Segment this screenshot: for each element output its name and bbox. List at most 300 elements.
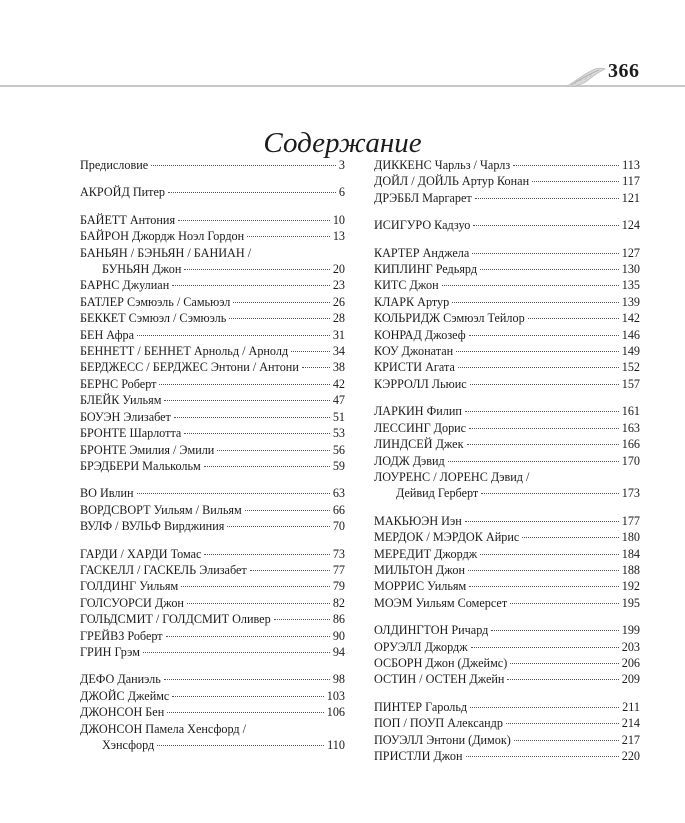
dot-leader [229, 318, 330, 319]
toc-entry-page: 124 [621, 218, 640, 233]
toc-entry-title: КИПЛИНГ Редьярд [374, 262, 478, 277]
toc-entry[interactable] [80, 392, 345, 408]
toc-entry-row [80, 595, 345, 611]
toc-entry[interactable] [374, 715, 640, 731]
toc-entry-row [374, 513, 640, 529]
toc-entry[interactable] [80, 546, 345, 562]
dot-leader [227, 526, 329, 527]
toc-entry-row [80, 546, 345, 562]
toc-entry[interactable] [80, 611, 345, 627]
toc-entry-row [80, 644, 345, 660]
dot-leader [456, 351, 619, 352]
toc-entry-title: ОСБОРН Джон (Джеймс) [374, 655, 508, 670]
toc-entry-row [80, 611, 345, 627]
toc-entry-title: МОЭМ Уильям Сомерсет [374, 595, 508, 610]
toc-entry-title: ЛАРКИН Филип [374, 404, 462, 419]
toc-entry-page: 209 [621, 672, 640, 687]
toc-entry-title: БОУЭН Элизабет [80, 409, 171, 424]
toc-entry[interactable] [374, 310, 640, 326]
toc-entry-title: ИСИГУРО Кадзуо [374, 218, 471, 233]
toc-entry-page: 211 [622, 699, 640, 714]
toc-entry-page: 177 [621, 513, 640, 528]
toc-entry-title: ГОЛДИНГ Уильям [80, 579, 179, 594]
toc-entry-row [80, 228, 345, 244]
dot-leader [164, 400, 329, 401]
toc-entry[interactable] [374, 420, 640, 436]
dot-leader [174, 417, 330, 418]
toc-entry[interactable] [80, 277, 345, 293]
toc-entry-row [374, 277, 640, 293]
toc-entry[interactable] [80, 228, 345, 244]
toc-entry-row [374, 343, 640, 359]
dot-leader [510, 603, 619, 604]
toc-entry[interactable] [374, 277, 640, 293]
toc-entry-page: 6 [338, 185, 345, 200]
toc-entry[interactable] [374, 655, 640, 671]
toc-entry[interactable] [80, 688, 345, 704]
dot-leader [217, 450, 329, 451]
toc-entry-row [80, 578, 345, 594]
toc-entry[interactable] [374, 562, 640, 578]
toc-entry-title: ДЕФО Даниэль [80, 672, 161, 687]
toc-entry[interactable] [374, 622, 640, 638]
toc-entry[interactable] [80, 704, 345, 720]
toc-entry[interactable] [80, 671, 345, 687]
toc-entry-title: ВО Ивлин [80, 486, 134, 501]
toc-entry[interactable] [80, 458, 345, 474]
toc-entry-row [374, 403, 640, 419]
toc-entry-row [80, 704, 345, 720]
toc-entry-page: 86 [332, 612, 345, 627]
toc-entry-title: МЕРЕДИТ Джордж [374, 546, 478, 561]
toc-entry[interactable] [80, 518, 345, 534]
dot-leader [233, 302, 330, 303]
dot-leader [172, 285, 330, 286]
toc-entry-row [374, 294, 640, 310]
toc-entry[interactable] [80, 485, 345, 501]
toc-entry-title: ДЖОНСОН Памела Хенсфорд / [80, 721, 247, 736]
toc-entry[interactable] [80, 578, 345, 594]
toc-entry-page: 103 [326, 688, 345, 703]
toc-entry-page: 70 [332, 519, 345, 534]
toc-entry-page: 127 [621, 245, 640, 260]
toc-entry-row [80, 442, 345, 458]
toc-entry-title: МЕРДОК / МЭРДОК Айрис [374, 530, 520, 545]
toc-entry-row [374, 655, 640, 671]
toc-entry-row [374, 436, 640, 452]
toc-entry-title: ГРИН Грэм [80, 644, 140, 659]
toc-entry-title: ЛОДЖ Дэвид [374, 453, 445, 468]
toc-entry-title: ВУЛФ / ВУЛЬФ Вирджиния [80, 519, 225, 534]
toc-entry-row [374, 578, 640, 594]
toc-entry-page: 20 [332, 262, 345, 277]
toc-entry-page: 173 [621, 486, 640, 501]
toc-entry[interactable] [80, 409, 345, 425]
toc-entry-row [374, 245, 640, 261]
toc-entry-page: 163 [621, 420, 640, 435]
toc-entry-row [80, 261, 345, 277]
toc-entry-title: ДЖОНСОН Бен [80, 705, 165, 720]
toc-column-left [80, 157, 345, 764]
dot-leader [181, 586, 330, 587]
toc-entry[interactable] [80, 628, 345, 644]
toc-entry-title: ПИНТЕР Гарольд [374, 699, 468, 714]
toc-entry-page: 130 [621, 262, 640, 277]
toc-entry-page: 42 [332, 376, 345, 391]
toc-entry-page: 135 [621, 278, 640, 293]
toc-entry[interactable] [374, 595, 640, 611]
toc-section [374, 513, 640, 611]
toc-entry-row [80, 688, 345, 704]
toc-entry[interactable] [374, 294, 640, 310]
dot-leader [452, 302, 618, 303]
toc-entry[interactable] [374, 513, 640, 529]
toc-section [374, 699, 640, 765]
toc-entry-title: МИЛЬТОН Джон [374, 562, 465, 577]
toc-entry-title: ГАРДИ / ХАРДИ Томас [80, 546, 202, 561]
toc-entry-title: ОЛДИНГТОН Ричард [374, 623, 489, 638]
dot-leader [137, 335, 330, 336]
dot-leader [465, 411, 619, 412]
toc-entry-row [374, 699, 640, 715]
dot-leader [274, 619, 330, 620]
toc-entry-title: ДРЭББЛ Маргарет [374, 190, 472, 205]
dot-leader [513, 165, 619, 166]
toc-entry[interactable] [80, 502, 345, 518]
toc-entry-row [374, 748, 640, 764]
toc-entry-title: ДЖОЙС Джеймс [80, 688, 170, 703]
dot-leader [514, 740, 619, 741]
toc-entry[interactable] [80, 644, 345, 660]
toc-entry-title: КЛАРК Артур [374, 294, 450, 309]
dot-leader [159, 384, 329, 385]
toc-entry-page: 23 [332, 278, 345, 293]
toc-entry-row [374, 622, 640, 638]
dot-leader [469, 586, 619, 587]
dot-leader [481, 493, 618, 494]
toc-entry[interactable] [374, 436, 640, 452]
toc-entry-title: КОУ Джонатан [374, 344, 454, 359]
toc-entry-page: 166 [621, 437, 640, 452]
dot-leader [302, 367, 330, 368]
toc-section [80, 546, 345, 661]
toc-entry-page: 73 [332, 546, 345, 561]
toc-entry[interactable] [374, 217, 640, 233]
toc-entry[interactable] [374, 453, 640, 469]
dot-leader [184, 433, 329, 434]
toc-entry-title: БЕННЕТТ / БЕННЕТ Арнольд / Арнолд [80, 344, 289, 359]
toc-entry-row [374, 261, 640, 277]
toc-entry[interactable] [80, 294, 345, 310]
toc-entry-title: БАРНС Джулиан [80, 278, 170, 293]
toc-entry-page: 188 [621, 562, 640, 577]
dot-leader [184, 269, 329, 270]
toc-entry-title-continued: БУНЬЯН Джон [102, 262, 182, 277]
toc-entry-row [80, 157, 345, 173]
toc-entry-row [374, 639, 640, 655]
toc-entry[interactable] [374, 469, 640, 502]
dot-leader [466, 756, 619, 757]
page-number: 366 [608, 60, 640, 82]
toc-entry-page: 152 [621, 360, 640, 375]
toc-entry-title: БАЙРОН Джордж Ноэл Гордон [80, 229, 245, 244]
toc-entry-title: ЛЕССИНГ Дорис [374, 420, 467, 435]
toc-entry-title: ГРЕЙВЗ Роберт [80, 628, 163, 643]
toc-entry-title: БЕРНС Роберт [80, 376, 157, 391]
toc-section [374, 217, 640, 233]
toc-entry-row [80, 671, 345, 687]
toc-entry-page: 38 [332, 360, 345, 375]
toc-entry-page: 53 [332, 426, 345, 441]
toc-entry-title: БРОНТЕ Эмилия / Эмили [80, 442, 215, 457]
toc-entry[interactable] [374, 403, 640, 419]
toc-entry-row [374, 453, 640, 469]
toc-entry-row [80, 628, 345, 644]
toc-entry[interactable] [80, 595, 345, 611]
dot-leader [166, 636, 330, 637]
toc-entry[interactable] [374, 732, 640, 748]
toc-entry-row [80, 485, 345, 501]
toc-entry[interactable] [80, 327, 345, 343]
toc-entry-title: КОЛЬРИДЖ Сэмюэл Тейлор [374, 311, 525, 326]
toc-entry-title: БЕН Афра [80, 327, 135, 342]
toc-section [80, 485, 345, 534]
dot-leader [470, 707, 619, 708]
toc-section [80, 184, 345, 200]
toc-entry-title: МОРРИС Уильям [374, 579, 467, 594]
toc-entry[interactable] [374, 546, 640, 562]
toc-entry-page: 31 [332, 327, 345, 342]
toc-entry[interactable] [80, 721, 345, 754]
toc-entry[interactable] [374, 190, 640, 206]
toc-entry[interactable] [80, 343, 345, 359]
toc-entry-row [80, 310, 345, 326]
toc-entry[interactable] [80, 376, 345, 392]
toc-entry[interactable] [80, 310, 345, 326]
dot-leader [473, 225, 618, 226]
toc-entry-row [80, 212, 345, 228]
dot-leader [167, 712, 323, 713]
toc-entry[interactable] [80, 562, 345, 578]
toc-entry-page: 149 [621, 344, 640, 359]
toc-entry-row [374, 671, 640, 687]
toc-section [374, 622, 640, 688]
toc-entry-row [80, 518, 345, 534]
dot-leader [245, 510, 330, 511]
toc-entry-page: 161 [621, 404, 640, 419]
toc-entry-row [374, 595, 640, 611]
toc-entry[interactable] [374, 173, 640, 189]
toc-entry-title: БАНЬЯН / БЭНЬЯН / БАНИАН / [80, 245, 252, 260]
toc-entry[interactable] [374, 529, 640, 545]
toc-column-right [374, 157, 640, 775]
dot-leader [178, 220, 330, 221]
toc-entry[interactable] [80, 425, 345, 441]
toc-entry[interactable] [374, 748, 640, 764]
toc-entry-row [80, 184, 345, 200]
toc-entry-row [374, 715, 640, 731]
dot-leader [458, 367, 619, 368]
dot-leader [469, 428, 619, 429]
toc-entry-row [80, 327, 345, 343]
toc-entry[interactable] [374, 671, 640, 687]
toc-entry-row [80, 343, 345, 359]
dot-leader [247, 236, 330, 237]
dot-leader [204, 466, 330, 467]
toc-entry-title: ДОЙЛ / ДОЙЛЬ Артур Конан [374, 174, 530, 189]
toc-entry-page: 63 [332, 486, 345, 501]
toc-entry-page: 113 [622, 158, 640, 172]
toc-section [80, 157, 345, 173]
dot-leader [151, 165, 336, 166]
toc-entry-page: 146 [621, 327, 640, 342]
dot-leader [522, 537, 618, 538]
toc-section [80, 212, 345, 475]
page-title: Содержание [263, 127, 422, 160]
toc-entry-row [374, 310, 640, 326]
dot-leader [507, 679, 618, 680]
dot-leader [506, 723, 619, 724]
toc-entry-row [374, 173, 640, 189]
toc-entry-page: 106 [326, 705, 345, 720]
toc-entry-page: 192 [621, 579, 640, 594]
toc-entry[interactable] [374, 343, 640, 359]
toc-entry-row [374, 376, 640, 392]
dot-leader [480, 554, 619, 555]
dot-leader [532, 181, 619, 182]
toc-entry-title: КЭРРОЛЛ Льюис [374, 376, 467, 391]
toc-entry-title: Предисловие [80, 158, 149, 172]
toc-entry-title: АКРОЙД Питер [80, 185, 165, 200]
toc-entry-row [374, 157, 640, 173]
toc-entry-row [80, 425, 345, 441]
toc-entry[interactable] [80, 184, 345, 200]
toc-entry-title: КАРТЕР Анджела [374, 245, 470, 260]
toc-entry[interactable] [374, 261, 640, 277]
toc-entry-row [374, 732, 640, 748]
toc-entry[interactable] [80, 245, 345, 278]
dot-leader [137, 493, 330, 494]
toc-entry-page: 157 [621, 376, 640, 391]
toc-entry[interactable] [80, 442, 345, 458]
toc-entry-page: 77 [332, 562, 345, 577]
toc-entry-row [80, 359, 345, 375]
toc-entry-title: КИТС Джон [374, 278, 439, 293]
toc-entry-page: 117 [622, 174, 640, 189]
toc-entry-page: 26 [332, 294, 345, 309]
toc-entry-title: ГОЛЬДСМИТ / ГОЛДСМИТ Оливер [80, 612, 271, 627]
toc-entry-title: ОРУЭЛЛ Джордж [374, 639, 468, 654]
toc-entry-row [80, 562, 345, 578]
toc-entry-title: ЛИНДСЕЙ Джек [374, 437, 464, 452]
toc-entry-title: ГАСКЕЛЛ / ГАСКЕЛЬ Элизабет [80, 562, 247, 577]
dot-leader [448, 461, 619, 462]
toc-entry[interactable] [80, 157, 345, 173]
dot-leader [172, 696, 323, 697]
toc-entry-row [80, 294, 345, 310]
toc-entry[interactable] [374, 327, 640, 343]
toc-entry-page: 180 [621, 530, 640, 545]
dot-leader [475, 198, 619, 199]
dot-leader [467, 444, 619, 445]
toc-entry-page: 3 [338, 158, 345, 172]
toc-entry-title: БЛЕЙК Уильям [80, 393, 162, 408]
toc-entry-page: 121 [621, 190, 640, 205]
toc-entry[interactable] [374, 245, 640, 261]
toc-entry-title: ДИККЕНС Чарльз / Чарлз [374, 158, 511, 172]
toc-entry-page: 184 [621, 546, 640, 561]
toc-entry-row [80, 458, 345, 474]
quill-ornament-icon [565, 66, 607, 90]
toc-entry-title: КОНРАД Джозеф [374, 327, 466, 342]
toc-entry[interactable] [374, 359, 640, 375]
toc-entry-row [374, 529, 640, 545]
toc-section [374, 403, 640, 501]
toc-entry-title: БЕККЕТ Сэмюэл / Сэмюэль [80, 311, 227, 326]
dot-leader [528, 318, 619, 319]
toc-entry-title: БАЙЕТТ Антония [80, 212, 176, 227]
toc-entry-page: 139 [621, 294, 640, 309]
dot-leader [470, 384, 619, 385]
toc-entry-page: 220 [621, 749, 640, 763]
toc-entry-page: 34 [332, 344, 345, 359]
toc-entry-title: ВОРДСВОРТ Уильям / Вильям [80, 502, 242, 517]
toc-entry-title-continued: Дейвид Герберт [396, 486, 479, 501]
toc-section [374, 157, 640, 206]
toc-entry-row [80, 376, 345, 392]
toc-entry-page: 13 [332, 229, 345, 244]
dot-leader [157, 745, 324, 746]
dot-leader [250, 570, 330, 571]
toc-entry-title-continued: Хэнсфорд [102, 738, 155, 752]
toc-entry[interactable] [374, 376, 640, 392]
toc-entry-row [80, 502, 345, 518]
toc-entry-row [374, 420, 640, 436]
dot-leader [491, 630, 618, 631]
toc-entry-title: МАКЬЮЭН Иэн [374, 513, 462, 528]
toc-section [80, 671, 345, 753]
toc-entry[interactable] [80, 359, 345, 375]
toc-entry-page: 206 [621, 655, 640, 670]
toc-entry[interactable] [80, 212, 345, 228]
toc-entry-title: ПОП / ПОУП Александр [374, 716, 503, 731]
toc-entry[interactable] [374, 639, 640, 655]
dot-leader [442, 285, 619, 286]
toc-entry[interactable] [374, 157, 640, 173]
toc-entry-row [374, 562, 640, 578]
toc-entry-page: 214 [621, 716, 640, 731]
toc-entry-page: 56 [332, 442, 345, 457]
dot-leader [480, 269, 619, 270]
toc-entry-page: 199 [621, 623, 640, 638]
toc-entry-title: ПОУЭЛЛ Энтони (Димок) [374, 732, 511, 747]
dot-leader [465, 521, 619, 522]
toc-entry[interactable] [374, 578, 640, 594]
toc-entry-page: 10 [332, 212, 345, 227]
toc-entry-row [374, 546, 640, 562]
toc-entry-page: 51 [332, 409, 345, 424]
toc-entry-page: 82 [332, 595, 345, 610]
toc-entry-title: КРИСТИ Агата [374, 360, 455, 375]
toc-entry[interactable] [374, 699, 640, 715]
toc-section [374, 245, 640, 393]
toc-entry-row [80, 392, 345, 408]
toc-entry-page: 79 [332, 579, 345, 594]
toc-entry-page: 98 [332, 672, 345, 687]
toc-entry-title: ГОЛСУОРСИ Джон [80, 595, 184, 610]
toc-entry-page: 203 [621, 639, 640, 654]
dot-leader [168, 192, 336, 193]
